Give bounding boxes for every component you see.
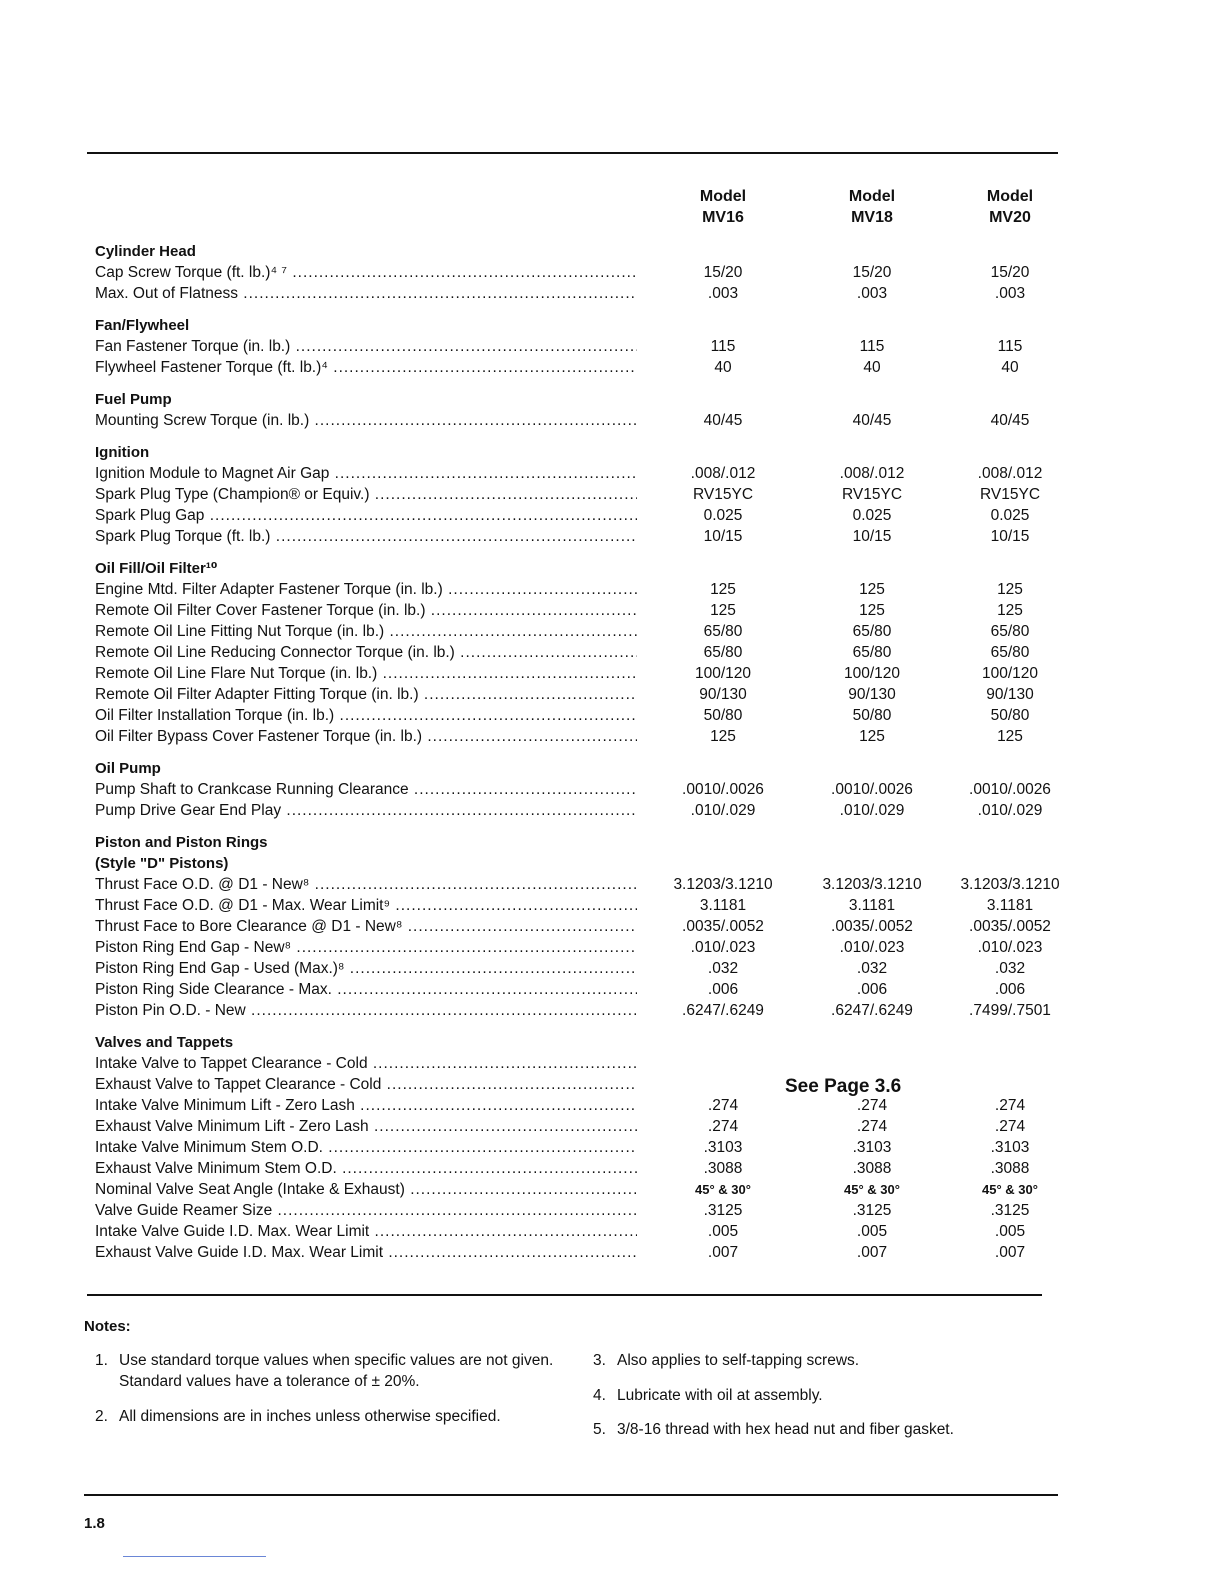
spec-value-mv16: .005 — [707, 1223, 739, 1240]
spec-value-mv20: .274 — [994, 1118, 1026, 1135]
spec-label: Remote Oil Line Fitting Nut Torque (in. lb.) ..... — [95, 621, 637, 642]
spec-label: Valve Guide Reamer Size ..... — [95, 1200, 637, 1221]
spec-value-mv18: 10/15 — [852, 528, 892, 545]
spec-value-mv16: .274 — [707, 1097, 739, 1114]
spec-value-mv20: .0035/.0052 — [969, 918, 1051, 935]
spec-row — [95, 1074, 1085, 1095]
spec-row — [95, 600, 1085, 621]
spec-value-mv16: .3103 — [703, 1139, 743, 1156]
spec-value-mv20: .032 — [994, 960, 1026, 977]
spec-value-mv16: 50/80 — [703, 707, 743, 724]
spec-value-mv16: .003 — [707, 285, 739, 302]
spec-value-mv18: 0.025 — [852, 507, 892, 524]
column-header-mv18 — [812, 186, 932, 228]
spec-label: Intake Valve Guide I.D. Max. Wear Limit ..... — [95, 1221, 637, 1242]
spec-value-mv20: .006 — [994, 981, 1026, 998]
spec-value-mv18: .274 — [856, 1097, 888, 1114]
spec-row — [95, 1137, 1085, 1158]
note-5 — [593, 1419, 1053, 1440]
spec-value-mv16: 3.1203/3.1210 — [673, 876, 773, 893]
spec-value-mv16: 0.025 — [703, 507, 743, 524]
spec-label: Ignition Module to Magnet Air Gap ..... — [95, 463, 637, 484]
spec-value-mv18: 3.1181 — [848, 897, 896, 914]
spec-value-mv20: 65/80 — [990, 623, 1030, 640]
spec-value-mv18: .6247/.6249 — [831, 1002, 913, 1019]
spec-value-mv20: RV15YC — [979, 486, 1041, 503]
spec-row — [95, 410, 1085, 431]
spec-value-mv16: 15/20 — [703, 264, 743, 281]
note-text: All dimensions are in inches unless otherwise specified. — [119, 1408, 501, 1425]
spec-value-mv18: 65/80 — [852, 644, 892, 661]
spec-value-mv16: .274 — [707, 1118, 739, 1135]
spec-value-mv16: .007 — [707, 1244, 739, 1261]
spec-value-mv18: 90/130 — [848, 686, 896, 703]
top-rule — [87, 152, 1058, 154]
spec-label: Intake Valve Minimum Lift - Zero Lash ..... — [95, 1095, 637, 1116]
spec-label: Thrust Face O.D. @ D1 - New⁸ ..... — [95, 874, 637, 895]
section-title: Piston and Piston Rings — [95, 834, 268, 851]
footer-rule — [84, 1494, 1058, 1496]
spec-value-mv18: 115 — [859, 338, 885, 355]
spec-row — [95, 726, 1085, 747]
note-number: 1. — [95, 1352, 108, 1369]
note-text: 3/8-16 thread with hex head nut and fiber gasket. — [617, 1421, 954, 1438]
spec-value-mv20: 40 — [1001, 359, 1019, 376]
spec-label: Remote Oil Line Flare Nut Torque (in. lb.) ..... — [95, 663, 637, 684]
spec-value-mv18: .274 — [856, 1118, 888, 1135]
spec-row — [95, 874, 1085, 895]
spec-label: Max. Out of Flatness ..... — [95, 283, 637, 304]
spec-value-mv20: .3088 — [990, 1160, 1030, 1177]
spec-section — [95, 558, 1085, 747]
spec-value-mv18: .006 — [856, 981, 888, 998]
spec-row — [95, 1000, 1085, 1021]
spec-section — [95, 832, 1085, 1021]
spec-row — [95, 958, 1085, 979]
spec-value-mv16: 90/130 — [699, 686, 747, 703]
column-header-line1: Model — [986, 188, 1034, 205]
table-bottom-rule — [87, 1294, 1042, 1296]
spec-value-mv16: .6247/.6249 — [682, 1002, 764, 1019]
spec-row — [95, 916, 1085, 937]
spec-label: Piston Pin O.D. - New ..... — [95, 1000, 637, 1021]
spec-label: Piston Ring End Gap - New⁸ ..... — [95, 937, 637, 958]
spec-value-mv16: 40/45 — [703, 412, 743, 429]
spec-value-mv18: RV15YC — [841, 486, 903, 503]
spec-value-mv20: 3.1203/3.1210 — [960, 876, 1060, 893]
spec-value-mv18: .008/.012 — [839, 465, 905, 482]
spec-section — [95, 315, 1085, 378]
note-text: Use standard torque values when specific values are not given. Standard values have a tolerance of ± 20%. — [119, 1352, 554, 1390]
spec-label: Intake Valve Minimum Stem O.D. ..... — [95, 1137, 637, 1158]
spec-value-mv16: 3.1181 — [699, 897, 747, 914]
section-title: Oil Pump — [95, 760, 161, 777]
spec-value-mv16: .006 — [707, 981, 739, 998]
notes-title: Notes: — [84, 1318, 131, 1335]
spec-value-mv20: 15/20 — [990, 264, 1030, 281]
spec-label: Oil Filter Bypass Cover Fastener Torque (in. lb.) ..... — [95, 726, 637, 747]
spec-value-mv16: .032 — [707, 960, 739, 977]
spec-label: Thrust Face O.D. @ D1 - Max. Wear Limit⁹ ..... — [95, 895, 637, 916]
spec-value-mv16: 125 — [710, 581, 736, 598]
spec-row — [95, 1242, 1085, 1263]
section-title: Fuel Pump — [95, 391, 172, 408]
spec-section — [95, 1032, 1085, 1263]
spec-value-mv20: 90/130 — [986, 686, 1034, 703]
note-4 — [593, 1385, 1053, 1406]
spec-value-mv20: 125 — [997, 728, 1023, 745]
note-1 — [95, 1350, 555, 1392]
spec-label: Fan Fastener Torque (in. lb.) ..... — [95, 336, 637, 357]
spec-value-mv18: 50/80 — [852, 707, 892, 724]
spec-value-mv16: 10/15 — [703, 528, 743, 545]
spec-row — [95, 357, 1085, 378]
spec-value-mv16: 125 — [710, 602, 736, 619]
spec-value-mv20: .010/.029 — [977, 802, 1043, 819]
spec-value-mv20: .007 — [994, 1244, 1026, 1261]
spec-row — [95, 505, 1085, 526]
spec-value-mv20: .010/.023 — [977, 939, 1043, 956]
note-2 — [95, 1406, 555, 1427]
section-title: Ignition — [95, 444, 150, 461]
spec-value-mv16: .010/.029 — [690, 802, 756, 819]
spec-row — [95, 1179, 1085, 1200]
footer-accent-line — [123, 1556, 266, 1557]
spec-section — [95, 758, 1085, 821]
spec-row — [95, 283, 1085, 304]
spec-section — [95, 389, 1085, 431]
spec-value-mv18: .3103 — [852, 1139, 892, 1156]
column-header-line2: MV16 — [702, 209, 744, 226]
spec-value-mv18: .010/.023 — [839, 939, 905, 956]
spec-label: Spark Plug Gap ..... — [95, 505, 637, 526]
note-number: 3. — [593, 1352, 606, 1369]
spec-label: Remote Oil Filter Cover Fastener Torque (in. lb.) ..... — [95, 600, 637, 621]
spec-value-mv20: .7499/.7501 — [969, 1002, 1051, 1019]
section-subtitle: (Style "D" Pistons) — [95, 855, 229, 872]
spec-value-mv18: .3088 — [852, 1160, 892, 1177]
spec-row — [95, 979, 1085, 1000]
spec-row — [95, 1200, 1085, 1221]
spec-value-mv18: 125 — [859, 728, 885, 745]
spec-row — [95, 621, 1085, 642]
spec-value-mv18: 125 — [859, 602, 885, 619]
spec-value-mv18: .007 — [856, 1244, 888, 1261]
spec-row — [95, 1158, 1085, 1179]
spec-value-mv20: 100/120 — [981, 665, 1039, 682]
spec-value-mv20: .3103 — [990, 1139, 1030, 1156]
spec-value-mv20: .003 — [994, 285, 1026, 302]
spec-row — [95, 684, 1085, 705]
spec-value-mv20: 125 — [997, 602, 1023, 619]
spec-label: Exhaust Valve Minimum Stem O.D. ..... — [95, 1158, 637, 1179]
spec-value-mv18: .005 — [856, 1223, 888, 1240]
spec-value-mv18: .010/.029 — [839, 802, 905, 819]
spec-value-mv18: .032 — [856, 960, 888, 977]
spec-value-mv16: .3088 — [703, 1160, 743, 1177]
spec-value-mv20: 40/45 — [990, 412, 1030, 429]
spec-value-mv18: .0010/.0026 — [831, 781, 913, 798]
spec-row — [95, 1053, 1085, 1074]
spec-row — [95, 463, 1085, 484]
spec-value-mv20: 3.1181 — [986, 897, 1034, 914]
note-number: 5. — [593, 1421, 606, 1438]
spec-row — [95, 1221, 1085, 1242]
spec-value-mv20: 0.025 — [990, 507, 1030, 524]
spec-label: Remote Oil Line Reducing Connector Torque (in. lb.) ..... — [95, 642, 637, 663]
spec-value-mv20: 125 — [997, 581, 1023, 598]
column-header-line2: MV20 — [989, 209, 1031, 226]
spec-label: Piston Ring Side Clearance - Max. ..... — [95, 979, 637, 1000]
page-number: 1.8 — [84, 1515, 105, 1532]
spec-label: Piston Ring End Gap - Used (Max.)⁸ ..... — [95, 958, 637, 979]
spec-value-mv16: 45° & 30° — [695, 1182, 751, 1197]
spec-row — [95, 1116, 1085, 1137]
spec-label: Mounting Screw Torque (in. lb.) ..... — [95, 410, 637, 431]
spec-row — [95, 526, 1085, 547]
spec-value-mv16: 115 — [710, 338, 736, 355]
spec-row — [95, 642, 1085, 663]
spec-value-mv16: .0010/.0026 — [682, 781, 764, 798]
spec-table — [95, 241, 1085, 1274]
section-title: Valves and Tappets — [95, 1034, 234, 1051]
spec-row — [95, 1095, 1085, 1116]
spec-value-mv18: 3.1203/3.1210 — [822, 876, 922, 893]
note-number: 2. — [95, 1408, 108, 1425]
spec-value-mv16: .010/.023 — [690, 939, 756, 956]
spec-value-mv18: 125 — [859, 581, 885, 598]
spec-value-mv20: 45° & 30° — [982, 1182, 1038, 1197]
spec-label: Cap Screw Torque (ft. lb.)⁴ ⁷ ..... — [95, 262, 637, 283]
spec-value-mv16: .008/.012 — [690, 465, 756, 482]
spec-value-mv16: 100/120 — [694, 665, 752, 682]
note-text: Also applies to self-tapping screws. — [617, 1352, 860, 1369]
spec-label: Oil Filter Installation Torque (in. lb.) ..... — [95, 705, 637, 726]
spec-value-mv20: .008/.012 — [977, 465, 1043, 482]
spec-value-mv18: .003 — [856, 285, 888, 302]
spec-label: Exhaust Valve Guide I.D. Max. Wear Limit ..... — [95, 1242, 637, 1263]
spec-label: Exhaust Valve Minimum Lift - Zero Lash ..... — [95, 1116, 637, 1137]
spec-value-mv16: .3125 — [703, 1202, 743, 1219]
note-text: Lubricate with oil at assembly. — [617, 1387, 823, 1404]
section-title: Oil Fill/Oil Filter¹⁰ — [95, 560, 218, 577]
spec-value-mv20: 65/80 — [990, 644, 1030, 661]
column-header-line1: Model — [848, 188, 896, 205]
spec-value-mv18: 100/120 — [843, 665, 901, 682]
spec-label: Remote Oil Filter Adapter Fitting Torque (in. lb.) ..... — [95, 684, 637, 705]
section-title: Fan/Flywheel — [95, 317, 190, 334]
spec-row — [95, 779, 1085, 800]
spec-row — [95, 336, 1085, 357]
spec-value-mv18: 40/45 — [852, 412, 892, 429]
spec-value-mv16: 125 — [710, 728, 736, 745]
spec-row — [95, 937, 1085, 958]
spec-value-mv16: 40 — [714, 359, 732, 376]
spec-value-mv16: 65/80 — [703, 644, 743, 661]
column-header-line2: MV18 — [851, 209, 893, 226]
note-number: 4. — [593, 1387, 606, 1404]
spec-label: Nominal Valve Seat Angle (Intake & Exhaust) ..... — [95, 1179, 637, 1200]
column-header-line1: Model — [699, 188, 747, 205]
spec-value-mv16: RV15YC — [692, 486, 754, 503]
spec-row — [95, 705, 1085, 726]
spec-value-mv20: 10/15 — [990, 528, 1030, 545]
spec-label: Spark Plug Type (Champion® or Equiv.) ..... — [95, 484, 637, 505]
section-title: Cylinder Head — [95, 243, 196, 260]
spec-value-mv18: 40 — [863, 359, 881, 376]
spec-section — [95, 442, 1085, 547]
spec-value-mv18: .0035/.0052 — [831, 918, 913, 935]
spec-value-mv18: 15/20 — [852, 264, 892, 281]
spec-value-mv18: .3125 — [852, 1202, 892, 1219]
spec-section — [95, 241, 1085, 304]
spec-value-mv20: .3125 — [990, 1202, 1030, 1219]
column-header-mv20 — [950, 186, 1070, 228]
spec-value-mv20: .0010/.0026 — [969, 781, 1051, 798]
spec-value-mv18: 45° & 30° — [844, 1182, 900, 1197]
spec-label: Pump Shaft to Crankcase Running Clearance ..... — [95, 779, 637, 800]
spec-label: Engine Mtd. Filter Adapter Fastener Torque (in. lb.) ..... — [95, 579, 637, 600]
spec-label: Flywheel Fastener Torque (ft. lb.)⁴ ..... — [95, 357, 637, 378]
spec-row — [95, 663, 1085, 684]
spec-row — [95, 262, 1085, 283]
spec-row — [95, 579, 1085, 600]
spec-value-mv20: 50/80 — [990, 707, 1030, 724]
spec-row — [95, 484, 1085, 505]
spec-row — [95, 895, 1085, 916]
see-page-note: See Page 3.6 — [785, 1076, 902, 1097]
spec-label: Pump Drive Gear End Play ..... — [95, 800, 637, 821]
spec-value-mv16: 65/80 — [703, 623, 743, 640]
spec-label: Intake Valve to Tappet Clearance - Cold ..... — [95, 1053, 637, 1074]
spec-label: Thrust Face to Bore Clearance @ D1 - New⁸ ..... — [95, 916, 637, 937]
spec-value-mv20: 115 — [997, 338, 1023, 355]
spec-label: Spark Plug Torque (ft. lb.) ..... — [95, 526, 637, 547]
note-3 — [593, 1350, 1053, 1371]
spec-value-mv16: .0035/.0052 — [682, 918, 764, 935]
spec-value-mv18: 65/80 — [852, 623, 892, 640]
spec-value-mv20: .274 — [994, 1097, 1026, 1114]
column-header-mv16 — [663, 186, 783, 228]
spec-value-mv20: .005 — [994, 1223, 1026, 1240]
spec-label: Exhaust Valve to Tappet Clearance - Cold ..... — [95, 1074, 637, 1095]
spec-row — [95, 800, 1085, 821]
